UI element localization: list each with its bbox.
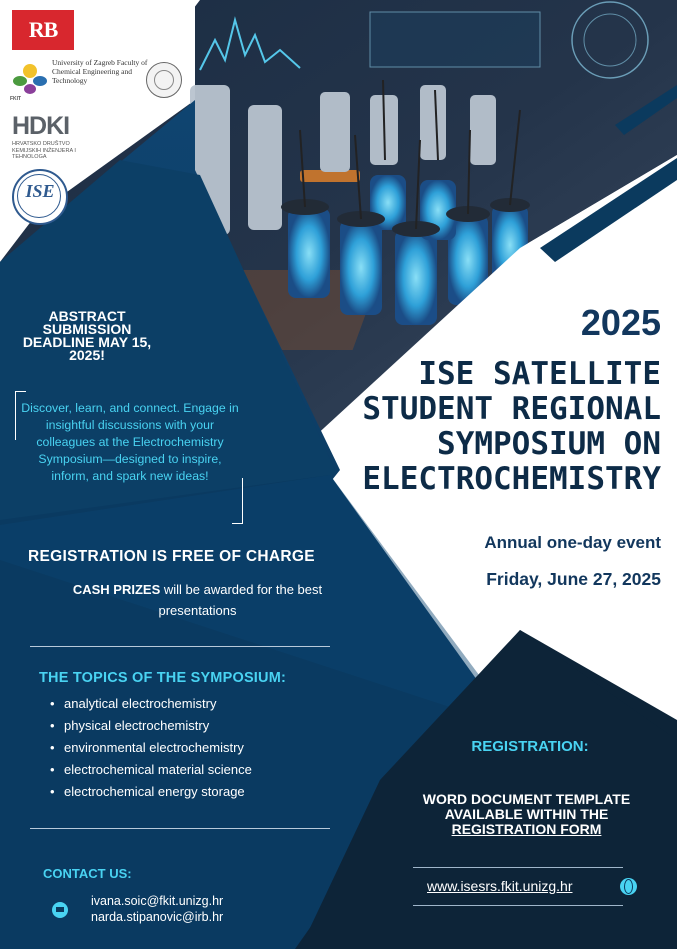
email-narda[interactable]: narda.stipanovic@irb.hr bbox=[91, 910, 224, 924]
email-ivana[interactable]: ivana.soic@fkit.unizg.hr bbox=[91, 894, 224, 908]
title-line: SYMPOSIUM ON bbox=[437, 426, 661, 462]
divider-bottom bbox=[30, 828, 330, 829]
topics-list bbox=[50, 693, 252, 803]
discover-text: Discover, learn, and connect. Engage in insightful discussions with your colleagues at the Electrochemistry Symposium—designed to inspire, inform, and spark new ideas! bbox=[21, 401, 239, 483]
irb-logo bbox=[12, 10, 74, 50]
hdki-subtitle: HRVATSKO DRUŠTVO KEMIJSKIH INŽENJERA I TEHNOLOGA bbox=[12, 141, 76, 160]
contact-title: CONTACT US: bbox=[43, 866, 132, 881]
hdki-logo: HDKI bbox=[12, 112, 70, 140]
cash-prizes bbox=[40, 579, 355, 621]
list-item: • environmental electrochemistry bbox=[50, 737, 252, 759]
word-line-1: WORD DOCUMENT TEMPLATE bbox=[422, 791, 631, 807]
word-line-2: AVAILABLE WITHIN THE bbox=[444, 806, 609, 822]
title-line: ELECTROCHEMISTRY bbox=[362, 461, 661, 497]
list-item: • electrochemical energy storage bbox=[50, 781, 252, 803]
divider-url-top bbox=[413, 867, 623, 868]
registration-free: REGISTRATION IS FREE OF CHARGE bbox=[28, 548, 315, 565]
event-date: Friday, June 27, 2025 bbox=[486, 569, 661, 589]
cash-prizes-rest: will be awarded for the best presentations bbox=[158, 582, 323, 618]
list-item: • analytical electrochemistry bbox=[50, 693, 252, 715]
fkit-name: University of Zagreb Faculty of Chemical Engineering and Technology bbox=[52, 58, 148, 85]
fkit-tag: FKIT bbox=[10, 96, 22, 102]
divider-url-bottom bbox=[413, 905, 623, 906]
event-title bbox=[320, 357, 661, 497]
abstract-deadline: ABSTRACT SUBMISSION DEADLINE MAY 15, 2025! bbox=[22, 308, 152, 363]
word-template-note bbox=[383, 792, 670, 837]
registration-title: REGISTRATION: bbox=[471, 738, 589, 755]
divider-top bbox=[30, 646, 330, 647]
topics-title: THE TOPICS OF THE SYMPOSIUM: bbox=[39, 670, 287, 686]
university-seal-inner bbox=[154, 70, 174, 90]
registration-form-link[interactable]: REGISTRATION FORM bbox=[451, 821, 602, 837]
mail-icon bbox=[52, 902, 68, 918]
event-frequency: Annual one-day event bbox=[484, 533, 661, 552]
title-line: ISE SATELLITE bbox=[418, 356, 661, 392]
contact-emails bbox=[91, 893, 223, 925]
cash-prizes-bold: CASH PRIZES bbox=[72, 582, 161, 597]
irb-logo-text: RB bbox=[28, 17, 58, 42]
bracket-bottom-right bbox=[232, 478, 243, 524]
list-item: • electrochemical material science bbox=[50, 759, 252, 781]
fkit-logo-icon bbox=[10, 57, 50, 99]
ise-logo-text: ISE bbox=[25, 181, 55, 201]
website-link[interactable]: www.isesrs.fkit.unizg.hr bbox=[427, 878, 573, 894]
title-line: STUDENT REGIONAL bbox=[362, 391, 661, 427]
globe-icon bbox=[620, 878, 637, 895]
list-item: • physical electrochemistry bbox=[50, 715, 252, 737]
event-year: 2025 bbox=[580, 302, 661, 343]
